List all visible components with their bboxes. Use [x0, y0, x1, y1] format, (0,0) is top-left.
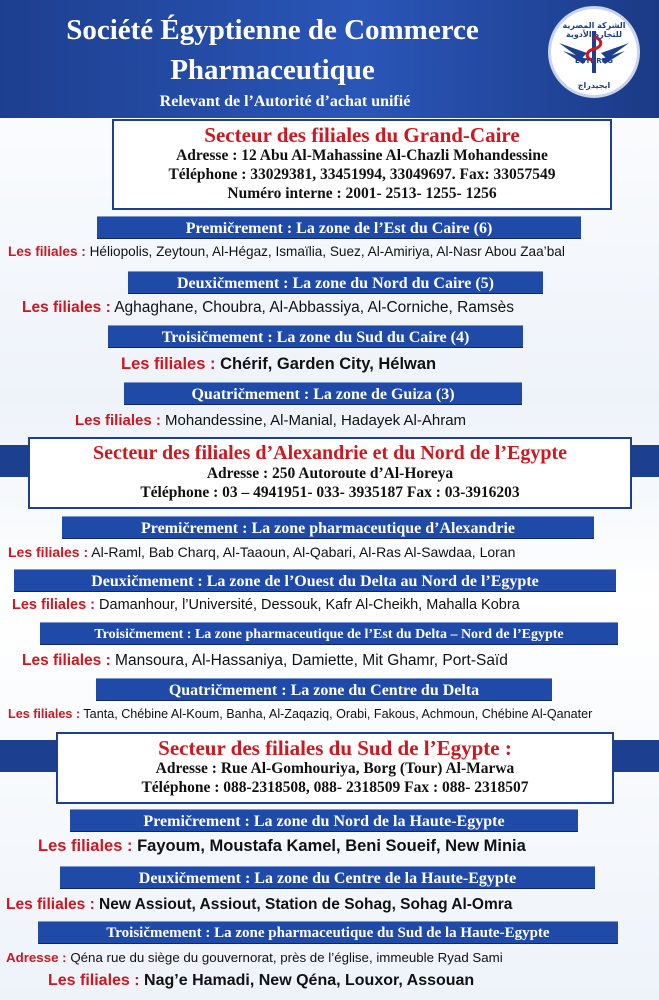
egydrug-logo	[548, 6, 640, 98]
branches-label: Les filiales :	[38, 837, 133, 855]
zone-header: Quatričmement : La zone de Guiza (3)	[124, 382, 522, 405]
logo-arabic-top: الشركة المصرية للتجارة الأدوية	[562, 21, 626, 39]
branches-list: Al-Raml, Bab Charq, Al-Taaoun, Al-Qabari, Al-Ras Al-Sawdaa, Loran	[91, 544, 516, 560]
branches-row	[38, 837, 526, 856]
branches-label: Les filiales :	[22, 299, 111, 316]
section-address: Adresse : 250 Autoroute d’Al-Horeya	[206, 465, 454, 482]
branches-label: Les filiales :	[75, 412, 161, 429]
company-subtitle: Relevant de l’Autorité d’achat unifié	[159, 93, 411, 110]
zone-header: Deuxičmement : La zone du Nord du Caire (5)	[128, 271, 543, 294]
zone-header: Deuxičmement : La zone du Centre de la Haute-Egypte	[60, 866, 595, 889]
section-south-box	[56, 732, 614, 804]
section-phone: Téléphone : 03 – 4941951- 033- 3935187 Fax : 03-3916203	[140, 484, 520, 501]
zone-header: Premičrement : La zone de l’Est du Caire (6)	[97, 216, 581, 239]
branches-list: Fayoum, Moustafa Kamel, Beni Soueif, New Minia	[137, 837, 526, 855]
section-phone: Téléphone : 088-2318508, 088- 2318509 Fax : 088- 2318507	[141, 779, 529, 796]
section-title: Secteur des filiales du Grand-Caire	[204, 123, 520, 147]
branches-row	[22, 299, 514, 317]
branches-list: Tanta, Chébine Al-Koum, Banha, Al-Zaqaziq, Orabi, Fakous, Achmoun, Chébine Al-Qanater	[83, 707, 593, 721]
zone-header: Deuxičmement : La zone de l’Ouest du Delta au Nord de l’Egypte	[14, 569, 616, 592]
zone-header: Premičrement : La zone du Nord de la Haute-Egypte	[70, 809, 578, 832]
branches-list: Mansoura, Al-Hassaniya, Damiette, Mit Ghamr, Port-Saïd	[115, 652, 508, 669]
section-alexandria-box	[28, 437, 632, 509]
address-row	[6, 950, 503, 965]
zone-header: Troisičmement : La zone pharmaceutique du Sud de la Haute-Egypte	[38, 921, 618, 944]
branches-list: Aghaghane, Choubra, Al-Abbassiya, Al-Corniche, Ramsès	[114, 299, 514, 316]
branches-row	[8, 707, 592, 721]
branches-row	[6, 896, 512, 914]
branches-list: New Assiout, Assiout, Station de Sohag, Sohag Al-Omra	[99, 896, 513, 913]
zone-header: Quatričmement : La zone du Centre du Delta	[96, 678, 552, 701]
address-label: Adresse :	[6, 950, 67, 965]
branches-row	[75, 412, 466, 429]
branches-label: Les filiales :	[8, 244, 86, 259]
branches-row	[12, 597, 520, 613]
branches-label: Les filiales :	[8, 544, 89, 560]
section-address: Adresse : 12 Abu Al-Mahassine Al-Chazli Mohandessine	[176, 147, 548, 164]
branches-row	[8, 544, 515, 560]
branches-list: Nag’e Hamadi, New Qéna, Louxor, Assouan	[144, 972, 475, 989]
branches-row	[48, 972, 474, 990]
company-title-line2: Pharmaceutique	[170, 54, 375, 86]
branches-label: Les filiales :	[121, 355, 216, 373]
branches-label: Les filiales :	[6, 896, 95, 913]
section-cairo-box	[112, 119, 612, 210]
branches-label: Les filiales :	[22, 652, 111, 669]
branches-list: Damanhour, l’Université, Dessouk, Kafr Al-Cheikh, Mahalla Kobra	[99, 597, 520, 613]
branches-label: Les filiales :	[8, 707, 81, 721]
logo-name: EGYDRUG	[574, 57, 614, 65]
zone-header: Troisičmement : La zone du Sud du Caire (4)	[108, 325, 523, 348]
header-banner	[0, 0, 659, 118]
company-title-line1: Société Égyptienne de Commerce	[66, 14, 479, 46]
section-phone: Téléphone : 33029381, 33451994, 33049697. Fax: 33057549	[168, 166, 556, 183]
section-title: Secteur des filiales d’Alexandrie et du Nord de l’Egypte	[92, 442, 568, 464]
branches-list: Chérif, Garden City, Hélwan	[220, 355, 437, 373]
zone-header: Premičrement : La zone pharmaceutique d’Alexandrie	[62, 516, 594, 539]
section-address: Adresse : Rue Al-Gomhouriya, Borg (Tour) Al-Marwa	[155, 760, 515, 777]
section-internal: Numéro interne : 2001- 2513- 1255- 1256	[227, 185, 497, 202]
zone-header: Troisičmement : La zone pharmaceutique de l’Est du Delta – Nord de l’Egypte	[40, 622, 618, 645]
branches-list: Héliopolis, Zeytoun, Al-Hégaz, Ismaïlia, Suez, Al-Amiriya, Al-Nasr Abou Zaa’bal	[89, 244, 565, 259]
branches-list: Mohandessine, Al-Manial, Hadayek Al-Ahram	[165, 412, 467, 429]
branches-row	[8, 244, 565, 259]
branches-row	[22, 652, 508, 670]
logo-arabic-bottom: ايجيدراج	[577, 81, 611, 90]
branches-label: Les filiales :	[48, 972, 140, 989]
address-text: Qéna rue du siège du gouvernorat, près de l’église, immeuble Ryad Sami	[70, 950, 503, 965]
branches-label: Les filiales :	[12, 597, 96, 613]
branches-row	[121, 355, 436, 374]
section-title: Secteur des filiales du Sud de l’Egypte :	[158, 736, 512, 760]
